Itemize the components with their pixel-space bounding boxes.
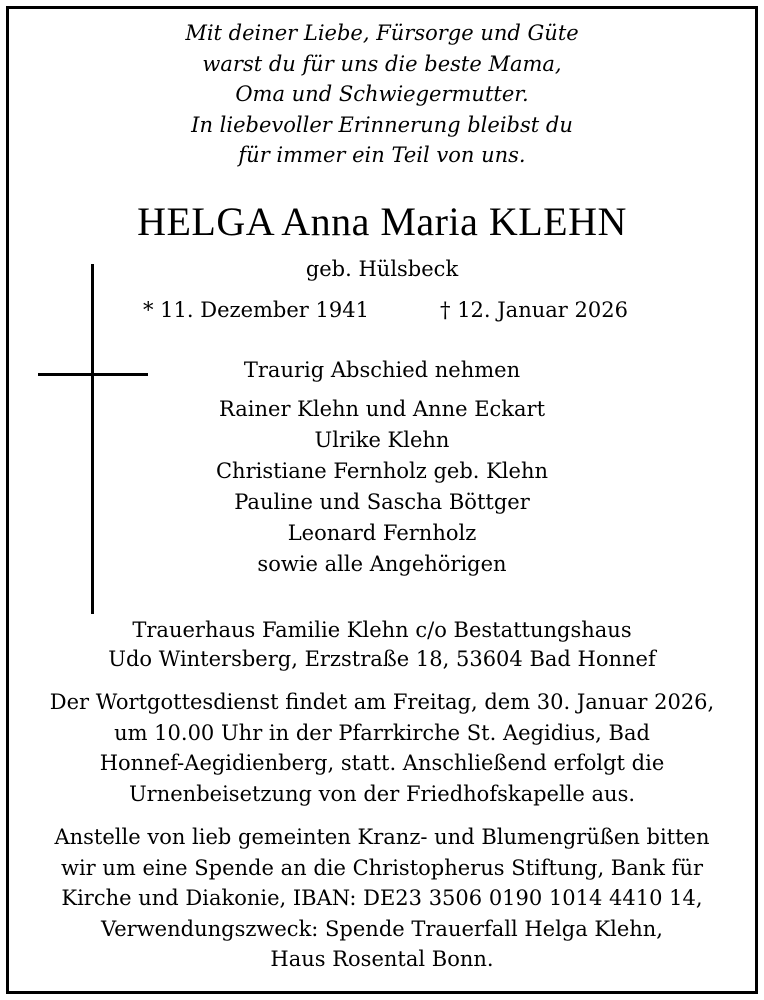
mourner-name: Pauline und Sascha Böttger [234, 490, 530, 514]
service-line: Honnef-Aegidienberg, statt. Anschließend erfolgt die [99, 751, 665, 775]
mourning-house-address [0, 616, 764, 674]
funeral-service-notice [0, 687, 764, 809]
service-line: Der Wortgottesdienst findet am Freitag, dem 30. Januar 2026, [49, 690, 715, 714]
mourner-name: Christiane Fernholz geb. Klehn [215, 459, 548, 483]
mourner-name: Ulrike Klehn [314, 428, 450, 452]
address-line: Trauerhaus Familie Klehn c/o Bestattungshaus [132, 618, 632, 642]
service-line: Urnenbeisetzung von der Friedhofskapelle aus. [128, 781, 636, 806]
poem-line: Oma und Schwiegermutter. [235, 82, 529, 106]
mourners-intro: Traurig Abschied nehmen [243, 358, 521, 382]
poem-line: warst du für uns die beste Mama, [202, 51, 562, 76]
memorial-poem [0, 18, 764, 171]
poem-line: In liebevoller Erinnerung bleibst du [191, 112, 573, 137]
mourner-name: sowie alle Angehörigen [257, 552, 507, 576]
donation-line: Kirche und Diakonie, IBAN: DE23 3506 0190 1014 4410 14, [61, 886, 703, 910]
mourners-list [0, 394, 764, 580]
maiden-name: geb. Hülsbeck [305, 257, 459, 281]
donation-line: Anstelle von lieb gemeinten Kranz- und Blumengrüßen bitten [54, 825, 710, 849]
donation-line: Verwendungszweck: Spende Trauerfall Helga Klehn, [101, 916, 663, 941]
donation-line: Haus Rosental Bonn. [270, 947, 494, 971]
donation-notice [0, 822, 764, 975]
death-dagger-icon: † [440, 298, 451, 322]
service-line: um 10.00 Uhr in der Pfarrkirche St. Aegidius, Bad [114, 720, 650, 745]
death-date: 12. Januar 2026 [457, 298, 628, 322]
death-date-block [440, 296, 628, 324]
poem-line: für immer ein Teil von uns. [238, 143, 526, 167]
deceased-name: HELGA Anna Maria KLEHN [137, 199, 627, 244]
mourner-name: Rainer Klehn und Anne Eckart [218, 397, 546, 421]
donation-line: wir um eine Spende an die Christopherus Stiftung, Bank für [60, 855, 704, 880]
poem-line: Mit deiner Liebe, Fürsorge und Güte [185, 21, 579, 45]
birth-date: * 11. Dezember 1941 [143, 298, 369, 322]
address-line: Udo Wintersberg, Erzstraße 18, 53604 Bad Honnef [108, 647, 656, 671]
mourner-name: Leonard Fernholz [287, 521, 477, 545]
